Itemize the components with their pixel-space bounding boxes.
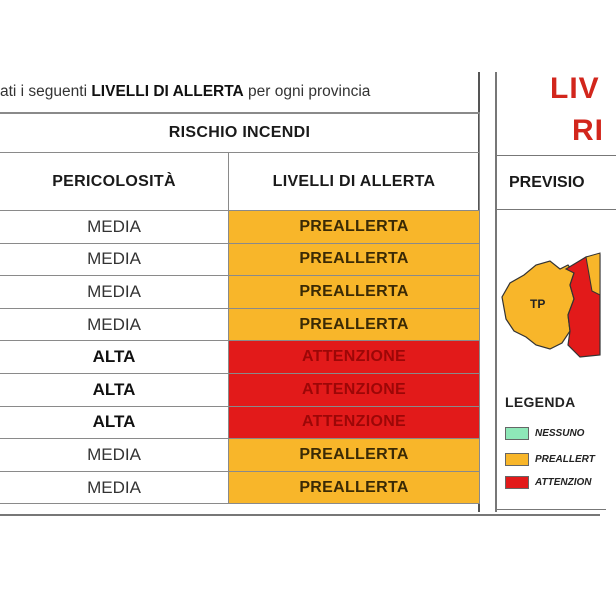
livello-cell: PREALLERTA (229, 472, 480, 505)
bottom-rule (0, 514, 600, 516)
livello-cell: ATTENZIONE (229, 341, 480, 374)
pericolosita-cell: ALTA (0, 407, 229, 440)
livello-cell: PREALLERTA (229, 276, 480, 309)
pericolosita-cell: ALTA (0, 374, 229, 407)
livello-cell: ATTENZIONE (229, 407, 480, 440)
livello-cell: PREALLERTA (229, 439, 480, 472)
legend-label: ATTENZION (535, 476, 592, 488)
pericolosita-cell: MEDIA (0, 472, 229, 505)
legend-item (505, 451, 595, 467)
pericolosita-cell: MEDIA (0, 211, 229, 244)
legend-label: NESSUNO (535, 427, 585, 439)
col-header-pericolosita: PERICOLOSITÀ (0, 153, 229, 211)
legend-swatch (505, 476, 529, 489)
pericolosita-cell: ALTA (0, 341, 229, 374)
legend-swatch (505, 453, 529, 466)
legend-item (505, 425, 584, 441)
intro-text (0, 78, 478, 106)
map-label-tp: TP (530, 297, 546, 311)
group-header: RISCHIO INCENDI (0, 113, 480, 153)
livello-cell: PREALLERTA (229, 211, 480, 244)
legend-swatch (505, 427, 529, 440)
intro-suffix: per ogni provincia (243, 83, 371, 100)
right-title-line2: RI (572, 114, 604, 147)
col-header-livelli: LIVELLI DI ALLERTA (229, 153, 480, 211)
legend-label: PREALLERT (535, 453, 595, 465)
pericolosita-cell: MEDIA (0, 244, 229, 277)
legend-item (505, 474, 591, 490)
intro-bold: LIVELLI DI ALLERTA (91, 83, 244, 100)
sicily-map (496, 245, 600, 365)
livello-cell: PREALLERTA (229, 244, 480, 277)
intro-prefix: ati i seguenti (0, 83, 92, 100)
livello-cell: ATTENZIONE (229, 374, 480, 407)
previsione-header: PREVISIO (496, 155, 616, 210)
pericolosita-cell: MEDIA (0, 309, 229, 342)
pericolosita-cell: MEDIA (0, 276, 229, 309)
right-title-line1: LIV (550, 72, 600, 105)
pericolosita-cell: MEDIA (0, 439, 229, 472)
legend-title: LEGENDA (505, 394, 576, 410)
livello-cell: PREALLERTA (229, 309, 480, 342)
